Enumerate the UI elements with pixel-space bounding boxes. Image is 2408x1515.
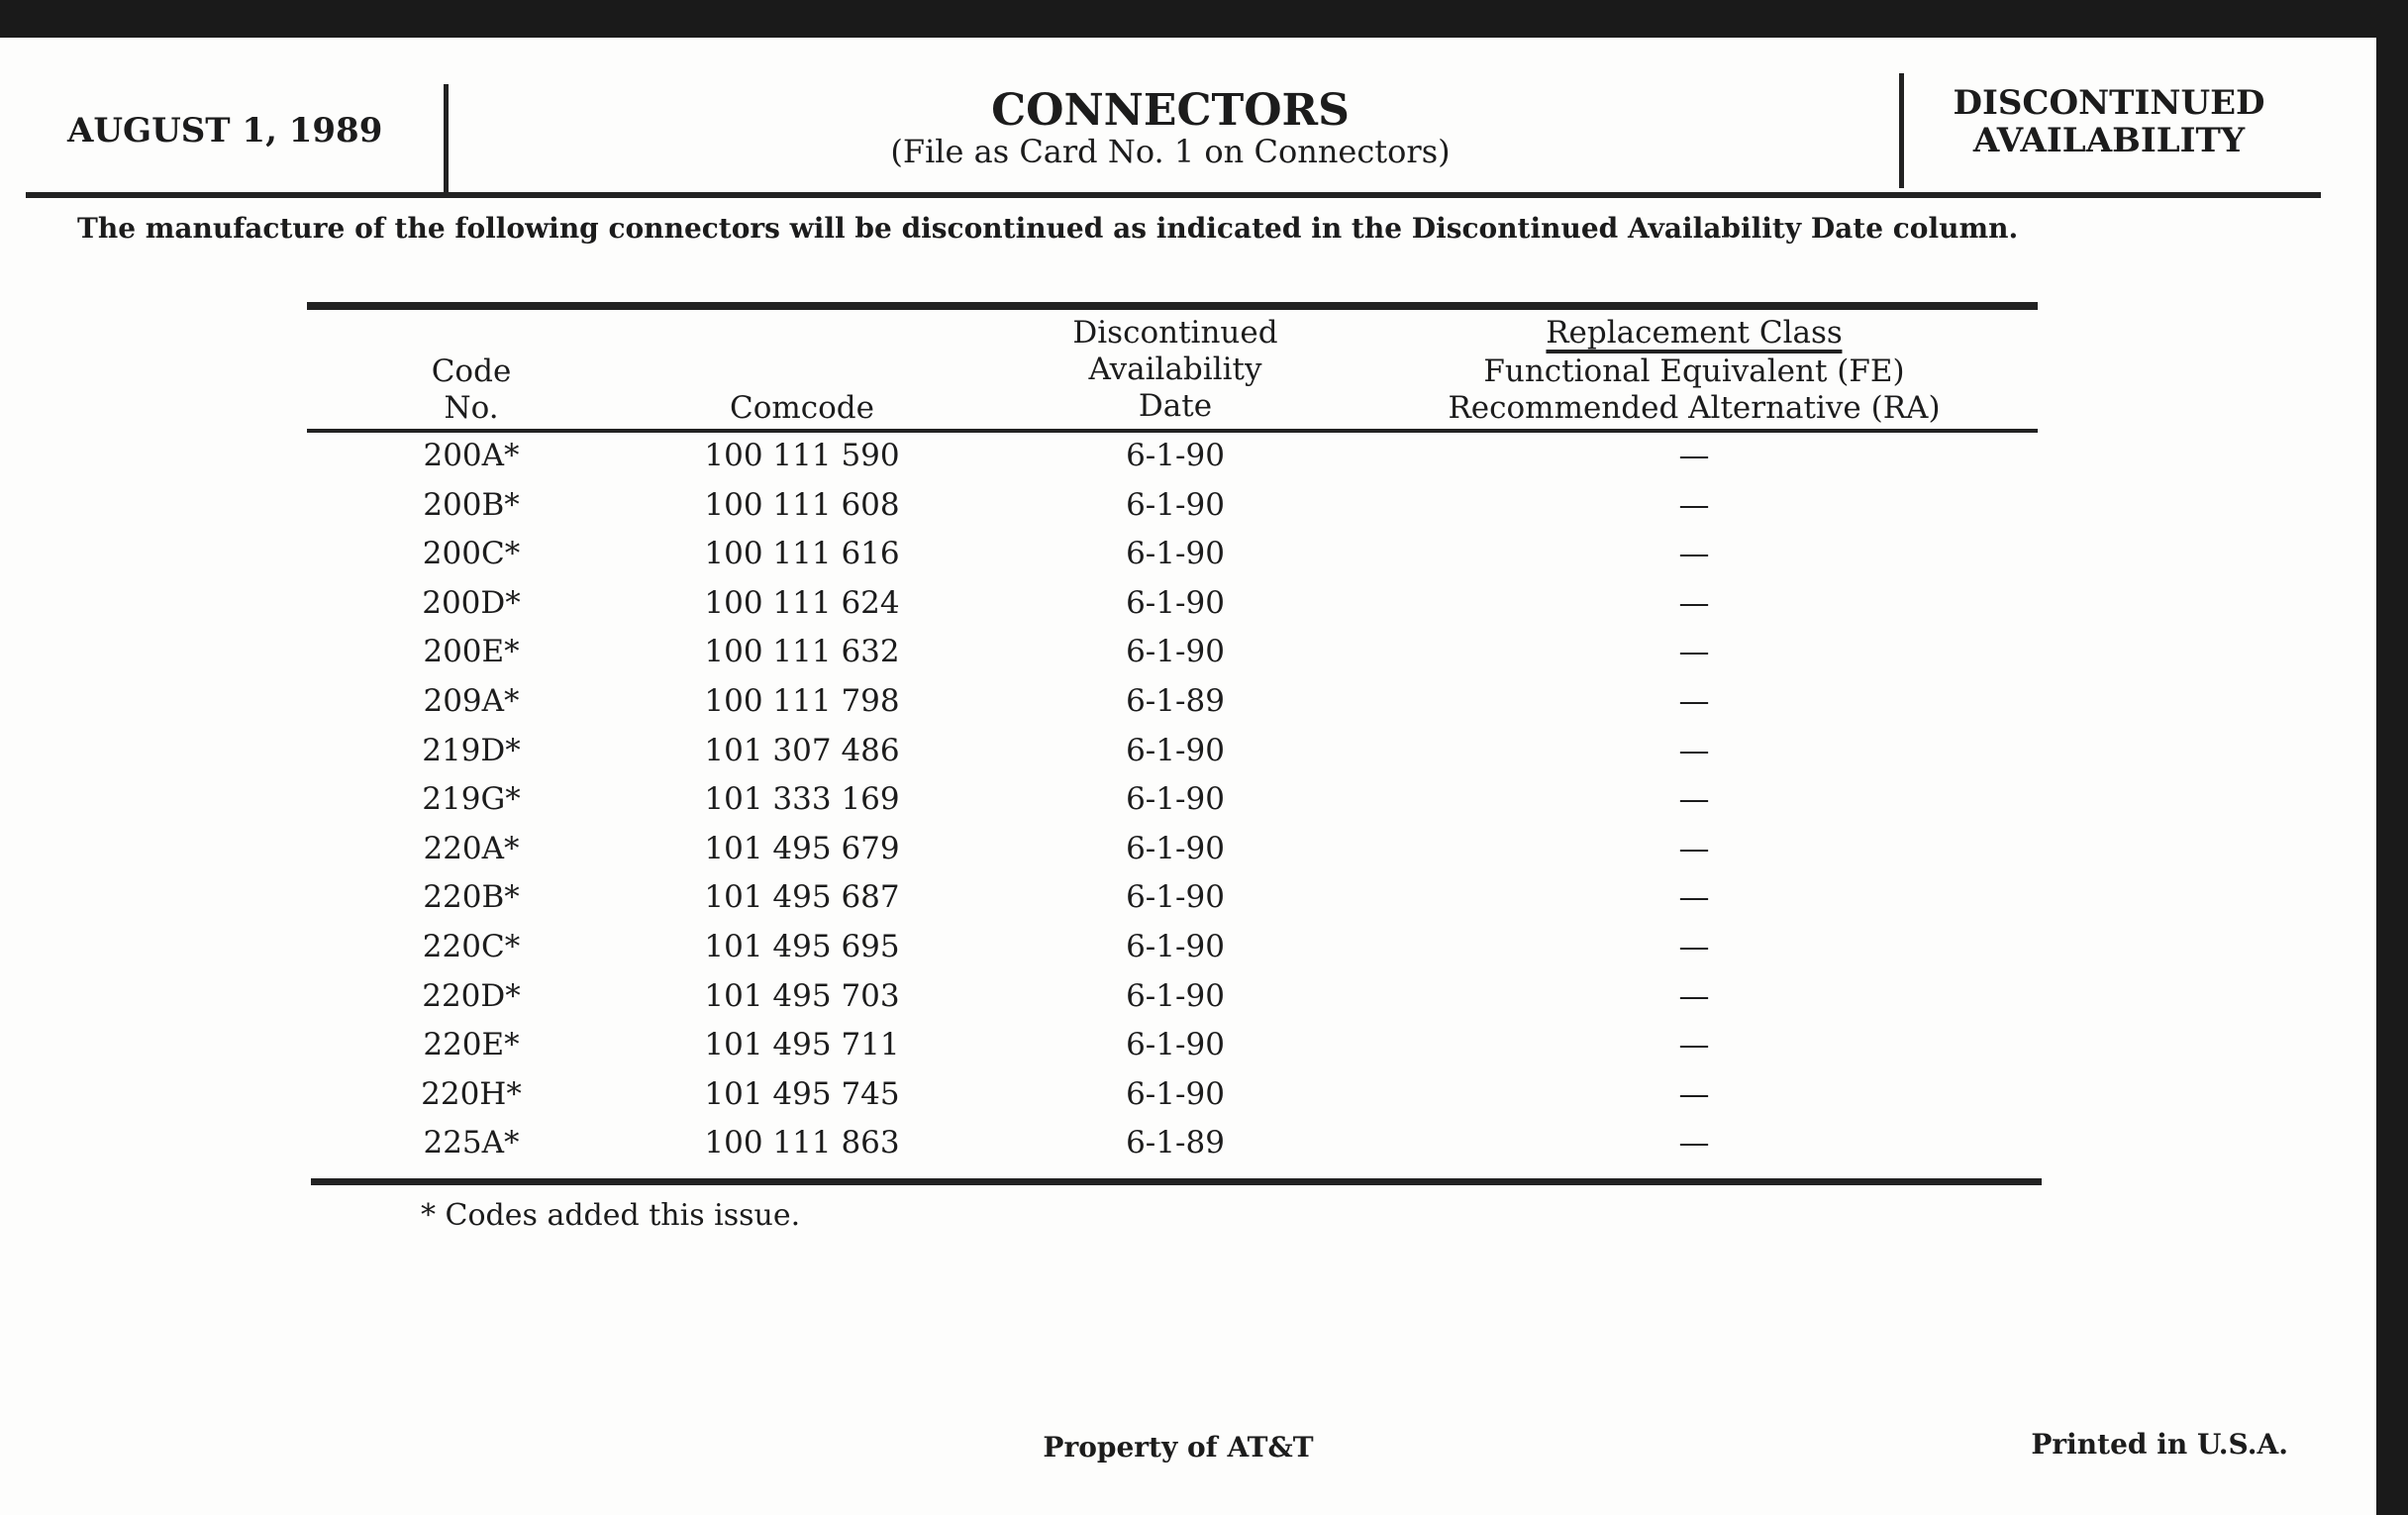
cell-code: 220E* bbox=[423, 1027, 520, 1063]
cell-date: 6-1-90 bbox=[1126, 536, 1225, 572]
cell-date: 6-1-90 bbox=[1126, 830, 1225, 866]
cell-comcode: 100 111 590 bbox=[704, 438, 900, 473]
cell-code: 200E* bbox=[423, 634, 520, 670]
table-bottom-rule bbox=[311, 1178, 2042, 1185]
cell-replacement: — bbox=[1678, 584, 1710, 621]
cell-code: 220C* bbox=[422, 929, 521, 964]
header-rule bbox=[26, 192, 2321, 198]
cell-date: 6-1-90 bbox=[1126, 929, 1225, 964]
cell-date: 6-1-89 bbox=[1126, 683, 1225, 719]
cell-replacement: — bbox=[1678, 830, 1710, 866]
cell-code: 200B* bbox=[423, 486, 520, 523]
table-header-rule bbox=[307, 429, 2038, 433]
col-header-replacement-line1: Replacement Class bbox=[1546, 317, 1843, 354]
cell-comcode: 101 495 711 bbox=[704, 1027, 900, 1063]
footer-property: Property of AT&T bbox=[1043, 1431, 1314, 1464]
cell-date: 6-1-90 bbox=[1126, 879, 1225, 916]
cell-comcode: 101 495 745 bbox=[704, 1075, 900, 1112]
table-top-rule bbox=[307, 302, 2038, 310]
col-header-date-line1: Discontinued bbox=[1072, 315, 1278, 351]
col-header-code bbox=[432, 354, 512, 427]
cell-replacement: — bbox=[1678, 879, 1710, 916]
cell-replacement: — bbox=[1678, 977, 1710, 1014]
footer-printed: Printed in U.S.A. bbox=[2031, 1428, 2288, 1461]
cell-comcode: 100 111 616 bbox=[704, 536, 900, 572]
cell-code: 200D* bbox=[422, 584, 521, 621]
cell-replacement: — bbox=[1678, 732, 1710, 768]
cell-comcode: 101 333 169 bbox=[704, 781, 900, 818]
cell-comcode: 100 111 863 bbox=[704, 1125, 900, 1162]
cell-comcode: 100 111 632 bbox=[704, 634, 900, 670]
col-header-date bbox=[1072, 315, 1277, 425]
cell-replacement: — bbox=[1678, 634, 1710, 670]
cell-date: 6-1-90 bbox=[1126, 1075, 1225, 1112]
issue-date: AUGUST 1, 1989 bbox=[67, 111, 383, 151]
page-subtitle: (File as Card No. 1 on Connectors) bbox=[890, 133, 1451, 170]
cell-comcode: 100 111 608 bbox=[704, 486, 900, 523]
cell-date: 6-1-90 bbox=[1126, 732, 1225, 768]
cell-replacement: — bbox=[1678, 486, 1710, 523]
cell-comcode: 101 495 703 bbox=[704, 977, 900, 1014]
cell-code: 209A* bbox=[423, 683, 520, 719]
cell-date: 6-1-89 bbox=[1126, 1125, 1225, 1162]
cell-date: 6-1-90 bbox=[1126, 634, 1225, 670]
footnote: * Codes added this issue. bbox=[421, 1198, 801, 1233]
cell-replacement: — bbox=[1678, 536, 1710, 572]
cell-code: 220D* bbox=[422, 977, 521, 1014]
cell-date: 6-1-90 bbox=[1126, 438, 1225, 473]
cell-comcode: 100 111 798 bbox=[704, 683, 900, 719]
header-divider-right bbox=[1899, 73, 1904, 188]
intro-text: The manufacture of the following connectors will be discontinued as indicated in the Discontinued Availability Date column. bbox=[77, 212, 2019, 245]
col-header-replacement-line3: Recommended Alternative (RA) bbox=[1448, 390, 1941, 426]
cell-replacement: — bbox=[1678, 438, 1710, 473]
cell-code: 200C* bbox=[422, 536, 521, 572]
col-header-date-line3: Date bbox=[1138, 388, 1213, 424]
col-header-date-line2: Availability bbox=[1088, 352, 1262, 387]
col-header-replacement-line2: Functional Equivalent (FE) bbox=[1483, 354, 1905, 389]
cell-date: 6-1-90 bbox=[1126, 781, 1225, 818]
cell-date: 6-1-90 bbox=[1126, 977, 1225, 1014]
col-header-code-line2: No. bbox=[444, 390, 499, 426]
cell-replacement: — bbox=[1678, 1027, 1710, 1063]
cell-code: 220H* bbox=[421, 1075, 522, 1112]
cell-comcode: 101 495 687 bbox=[704, 879, 900, 916]
col-header-code-line1: Code bbox=[431, 354, 512, 389]
status-line-1: DISCONTINUED bbox=[1953, 83, 2265, 123]
cell-replacement: — bbox=[1678, 683, 1710, 719]
cell-replacement: — bbox=[1678, 1125, 1710, 1162]
page-title: CONNECTORS bbox=[991, 85, 1350, 136]
cell-comcode: 101 495 679 bbox=[704, 830, 900, 866]
cell-code: 225A* bbox=[423, 1125, 520, 1162]
cell-code: 219D* bbox=[422, 732, 521, 768]
status-line-2: AVAILABILITY bbox=[1972, 121, 2246, 160]
cell-date: 6-1-90 bbox=[1126, 486, 1225, 523]
cell-date: 6-1-90 bbox=[1126, 584, 1225, 621]
col-header-replacement bbox=[1448, 315, 1940, 427]
cell-comcode: 101 495 695 bbox=[704, 929, 900, 964]
cell-code: 220A* bbox=[423, 830, 520, 866]
cell-code: 200A* bbox=[423, 438, 520, 473]
cell-date: 6-1-90 bbox=[1126, 1027, 1225, 1063]
cell-code: 220B* bbox=[423, 879, 520, 916]
document-page bbox=[0, 38, 2376, 1515]
col-header-comcode: Comcode bbox=[730, 390, 874, 426]
cell-replacement: — bbox=[1678, 929, 1710, 964]
header-divider-left bbox=[444, 84, 449, 193]
cell-replacement: — bbox=[1678, 781, 1710, 818]
cell-code: 219G* bbox=[422, 781, 521, 818]
cell-replacement: — bbox=[1678, 1075, 1710, 1112]
cell-comcode: 100 111 624 bbox=[704, 584, 900, 621]
cell-comcode: 101 307 486 bbox=[704, 732, 900, 768]
